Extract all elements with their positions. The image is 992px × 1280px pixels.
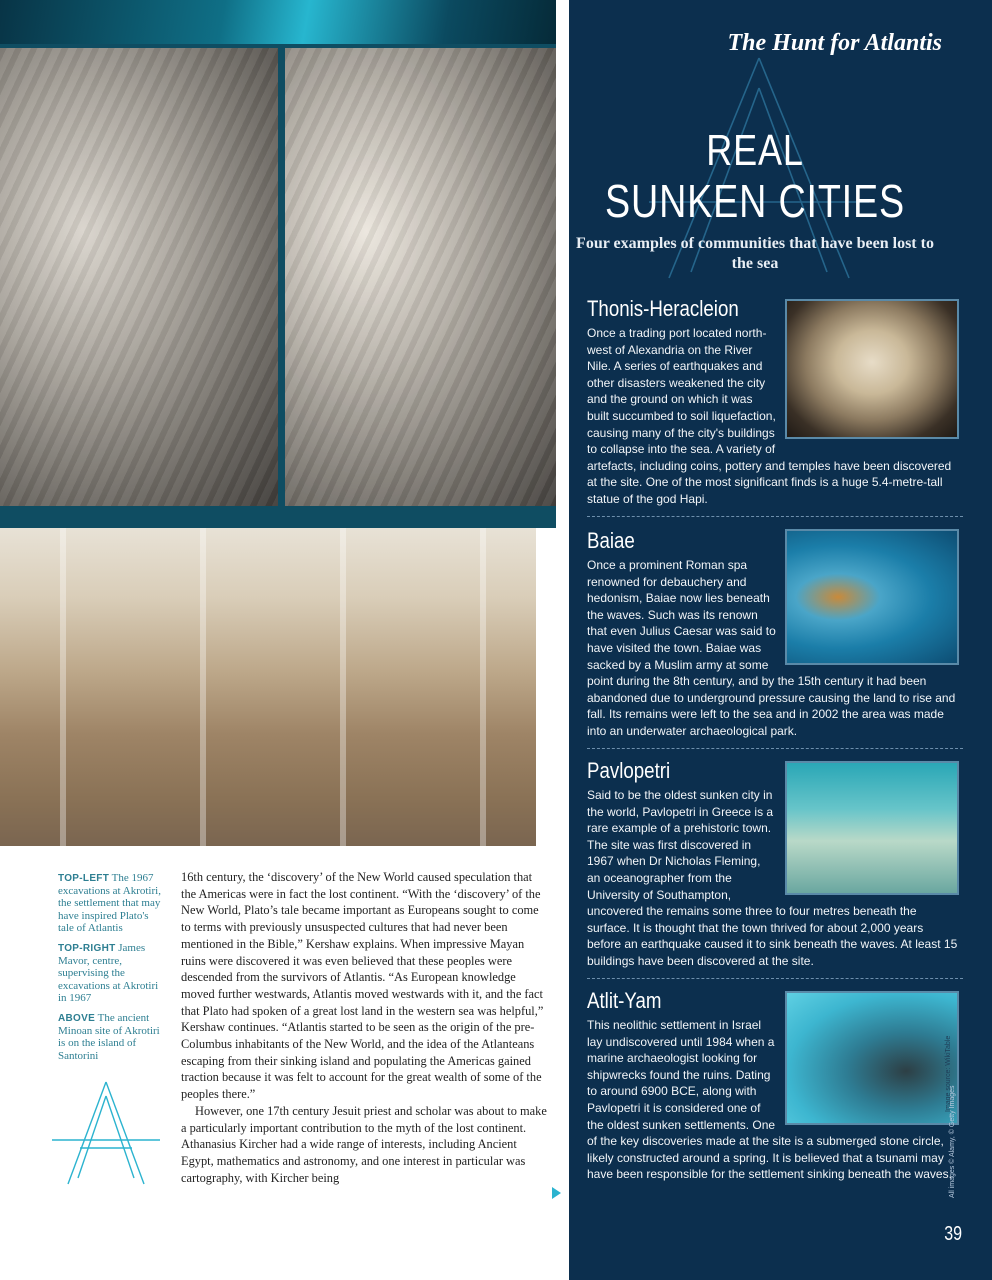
body-paragraph: However, one 17th century Jesuit priest and scholar was about to make a particularly important contribution to the myth of the lost continent. Athanasius Kircher had a wide range of interests, including Ancient Egypt, mathematics and astronomy, and one interest in particular was cartography, with Kircher being bbox=[181, 1103, 547, 1185]
excavation-photo-top-left bbox=[0, 48, 278, 506]
section-text-baiae: Once a prominent Roman spa renowned for debauchery and hedonism, Baiae now lies beneath the waves. Such was its renown that even Julius Caesar was said to have visited the town. Baiae was sacked by a Muslim army at some point during the 8th century, and by the 15th century it had been abandoned due to underground pressure causing the land to rise and fall. Its remains were left to the sea and in 2002 the area was made into an underwater archaeological park. bbox=[587, 557, 959, 740]
photo-captions bbox=[58, 872, 166, 1070]
caption-above: ABOVE The ancient Minoan site of Akrotiri is on the island of Santorini bbox=[58, 1012, 160, 1062]
section-title-thonis: Thonis-Heracleion bbox=[587, 296, 739, 321]
feature-heading-line1: REAL bbox=[706, 126, 804, 175]
image-credits: All images © Alamy, © Getty Images bbox=[949, 1085, 956, 1198]
section-title-baiae: Baiae bbox=[587, 528, 635, 553]
section-title-pavlopetri: Pavlopetri bbox=[587, 758, 671, 783]
caption-top-right: TOP-RIGHT James Mavor, centre, supervising the excavations at Akrotiri in 1967 bbox=[58, 942, 159, 1004]
series-title: The Hunt for Atlantis bbox=[727, 30, 942, 56]
feature-subtitle: Four examples of communities that have been lost to the sea bbox=[576, 235, 934, 272]
atlit-yam-stones-photo bbox=[785, 991, 959, 1125]
section-text-thonis: Once a trading port located north-west of Alexandria on the River Nile. A series of earthquakes and other disasters weakened the city and the ground on which it was built succumbed to soil liquefaction, causing many of the city's buildings to collapse into the sea. A variety of artefacts, including coins, pottery and temples have been discovered at the site. One of the most significant finds is a huge 5.4-metre-tall statue of the god Hapi. bbox=[587, 325, 959, 508]
section-text-pavlopetri: Said to be the oldest sunken city in the world, Pavlopetri in Greece is a rare example of a prehistoric town. The site was first discovered in 1967 when Dr Nicholas Fleming, an oceanographer from the University of Southampton, uncovered the remains some three to four metres beneath the surface. It is thought that the town thrived for about 2,000 years before an earthquake caused it to sink beneath the waves. At least 15 buildings have been discovered at the site. bbox=[587, 787, 959, 970]
photo-frame bbox=[0, 506, 556, 528]
section-title-atlit-yam: Atlit-Yam bbox=[587, 988, 662, 1013]
excavation-photo-top-right bbox=[285, 48, 556, 506]
page-number: 39 bbox=[943, 1223, 962, 1245]
section-divider bbox=[587, 978, 963, 979]
baiae-diver-photo bbox=[785, 529, 959, 665]
image-credit-atlit: Image source: WikiTable bbox=[945, 1035, 952, 1112]
pavlopetri-seabed-photo bbox=[785, 761, 959, 895]
atlantis-a-logo-icon bbox=[50, 1078, 162, 1188]
feature-heading-line2: SUNKEN CITIES bbox=[605, 175, 905, 227]
section-divider bbox=[587, 516, 963, 517]
hapi-statue-photo bbox=[785, 299, 959, 439]
body-paragraph: 16th century, the ‘discovery’ of the New World caused speculation that the Americas were in fact the lost continent. “With the ‘discovery’ of the New World, Plato’s tale became important as Europeans sought to come to terms with previously unsuspected cultures that had never been mentioned in the Bible,” Kershaw explains. When impressive Mayan ruins were discovered it was even believed that these peoples were descended from the survivors of Atlantis. “As European knowledge moved further westwards, Atlantis moved westwards with it, and the fact that Plato had spoken of a great lost land in the western sea was helpful,” Kershaw continues. “Atlantis started to be seen as the origin of the pre-Columbus inhabitants of the New World, and the idea of the Atlanteans escaping from their sinking island and populating the Americas gained traction because it was felt to account for the great wealth of some of the peoples there.” bbox=[181, 870, 544, 1102]
caption-top-left: TOP-LEFT The 1967 excavations at Akrotiri, the settlement that may have inspired Plato's tale of Atlantis bbox=[58, 872, 161, 934]
article-body bbox=[181, 869, 547, 1186]
header-banner-image bbox=[0, 0, 556, 44]
section-divider bbox=[587, 748, 963, 749]
section-text-atlit-yam: This neolithic settlement in Israel lay undiscovered until 1984 when a marine archaeologist looking for shipwrecks found the ruins. Dating to around 6900 BCE, along with Pavlopetri it is considered one of the oldest sunken settlements. One of the key discoveries made at the site is a submerged stone circle, likely constructed around a spring. It is believed that a tsunami may have been responsible for the settlement sinking beneath the waves. bbox=[587, 1017, 959, 1183]
sidebar-panel bbox=[569, 0, 992, 1280]
akrotiri-ruins-photo bbox=[0, 528, 536, 846]
continue-arrow-icon bbox=[552, 1187, 561, 1199]
photo-divider bbox=[278, 48, 285, 506]
